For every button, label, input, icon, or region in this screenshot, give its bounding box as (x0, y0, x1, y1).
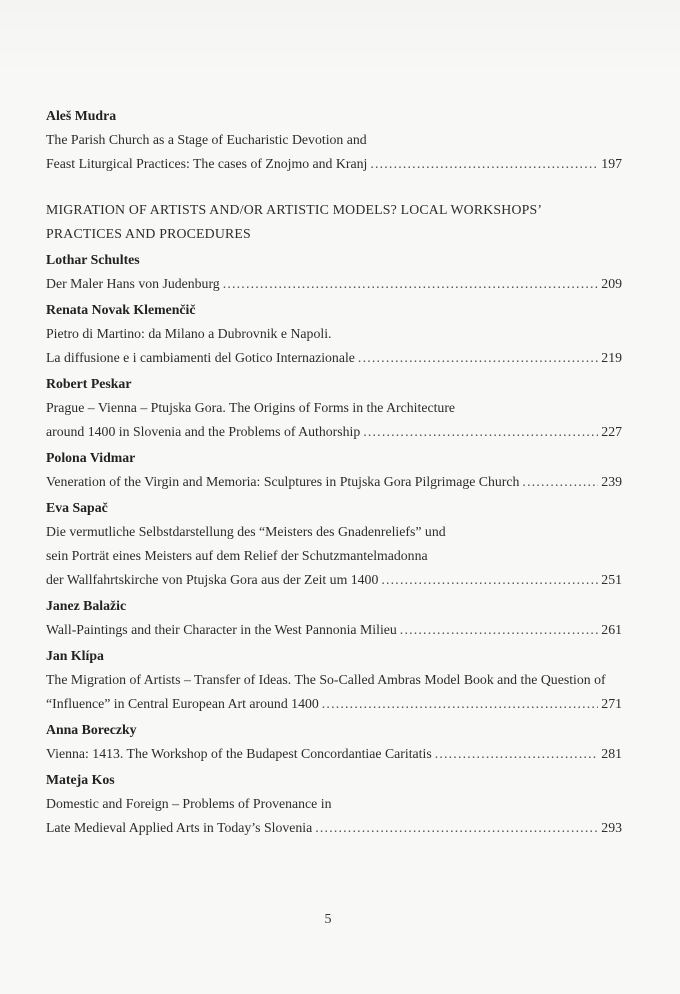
entry-title-line: Domestic and Foreign – Problems of Provenance in (46, 796, 332, 811)
entry-author: Eva Sapač (46, 500, 108, 515)
entry-author: Janez Balažic (46, 598, 127, 613)
section-heading-line: MIGRATION OF ARTISTS AND/OR ARTISTIC MODELS? LOCAL WORKSHOPS’ (46, 202, 543, 217)
entry-author: Polona Vidmar (46, 450, 136, 465)
toc-entry (46, 768, 622, 840)
entry-title-line: The Migration of Artists – Transfer of Ideas. The So-Called Ambras Model Book and the Question of (46, 672, 606, 687)
entry-title-text: Late Medieval Applied Arts in Today’s Slovenia (46, 820, 313, 835)
entry-page-number: 197 (601, 156, 622, 171)
entry-title-text: around 1400 in Slovenia and the Problems of Authorship (46, 424, 361, 439)
entry-title-last-line (46, 470, 622, 494)
dot-leader (322, 692, 599, 716)
dot-leader (381, 568, 598, 592)
entry-title-last-line (46, 618, 622, 642)
dot-leader (363, 420, 598, 444)
section-heading (46, 198, 622, 246)
table-of-contents (46, 104, 622, 842)
entry-page-number: 251 (601, 572, 622, 587)
entry-title-text: Veneration of the Virgin and Memoria: Sculptures in Ptujska Gora Pilgrimage Church (46, 474, 520, 489)
dot-leader (370, 152, 598, 176)
dot-leader (400, 618, 599, 642)
entry-page-number: 271 (601, 696, 622, 711)
entry-title-text: La diffusione e i cambiamenti del Gotico Internazionale (46, 350, 355, 365)
entry-title-last-line (46, 692, 622, 716)
entry-title-line: The Parish Church as a Stage of Eucharistic Devotion and (46, 132, 367, 147)
entry-page-number: 219 (601, 350, 622, 365)
toc-entry (46, 372, 622, 444)
toc-entry (46, 446, 622, 494)
dot-leader (358, 346, 598, 370)
entry-title-last-line (46, 272, 622, 296)
entry-title-line: sein Porträt eines Meisters auf dem Relief der Schutzmantelmadonna (46, 548, 428, 563)
entry-author: Robert Peskar (46, 376, 132, 391)
entry-title-last-line (46, 420, 622, 444)
entry-title-line: Die vermutliche Selbstdarstellung des “Meisters des Gnadenreliefs” und (46, 524, 446, 539)
entry-title-text: Der Maler Hans von Judenburg (46, 276, 220, 291)
entry-title-text: Wall-Paintings and their Character in the West Pannonia Milieu (46, 622, 397, 637)
toc-entry (46, 594, 622, 642)
entry-author: Renata Novak Klemenčič (46, 302, 196, 317)
entry-title-line: Prague – Vienna – Ptujska Gora. The Origins of Forms in the Architecture (46, 400, 456, 415)
entry-page-number: 293 (601, 820, 622, 835)
entry-author: Aleš Mudra (46, 108, 117, 123)
entry-page-number: 281 (601, 746, 622, 761)
entry-title-last-line (46, 346, 622, 370)
toc-entry (46, 298, 622, 370)
toc-entry (46, 718, 622, 766)
entry-page-number: 209 (601, 276, 622, 291)
toc-entry (46, 104, 622, 176)
entry-title-last-line (46, 742, 622, 766)
toc-entry (46, 644, 622, 716)
entry-author: Lothar Schultes (46, 252, 140, 267)
entry-title-text: Vienna: 1413. The Workshop of the Budapest Concordantiae Caritatis (46, 746, 432, 761)
toc-entry (46, 496, 622, 592)
entry-page-number: 239 (601, 474, 622, 489)
entry-author: Mateja Kos (46, 772, 115, 787)
entry-title-last-line (46, 816, 622, 840)
entry-title-text: Feast Liturgical Practices: The cases of Znojmo and Kranj (46, 156, 368, 171)
section-heading-line: PRACTICES AND PROCEDURES (46, 226, 251, 241)
dot-leader (223, 272, 599, 296)
entry-page-number: 261 (601, 622, 622, 637)
entry-title-last-line (46, 568, 622, 592)
entry-author: Jan Klípa (46, 648, 104, 663)
entry-title-text: der Wallfahrtskirche von Ptujska Gora aus der Zeit um 1400 (46, 572, 379, 587)
dot-leader (522, 470, 598, 494)
entry-title-line: Pietro di Martino: da Milano a Dubrovnik e Napoli. (46, 326, 332, 341)
entry-title-last-line (46, 152, 622, 176)
entry-title-text: “Influence” in Central European Art around 1400 (46, 696, 319, 711)
dot-leader (435, 742, 599, 766)
toc-entry (46, 248, 622, 296)
dot-leader (315, 816, 598, 840)
page-number: 5 (324, 912, 332, 927)
entry-page-number: 227 (601, 424, 622, 439)
entry-author: Anna Boreczky (46, 722, 137, 737)
